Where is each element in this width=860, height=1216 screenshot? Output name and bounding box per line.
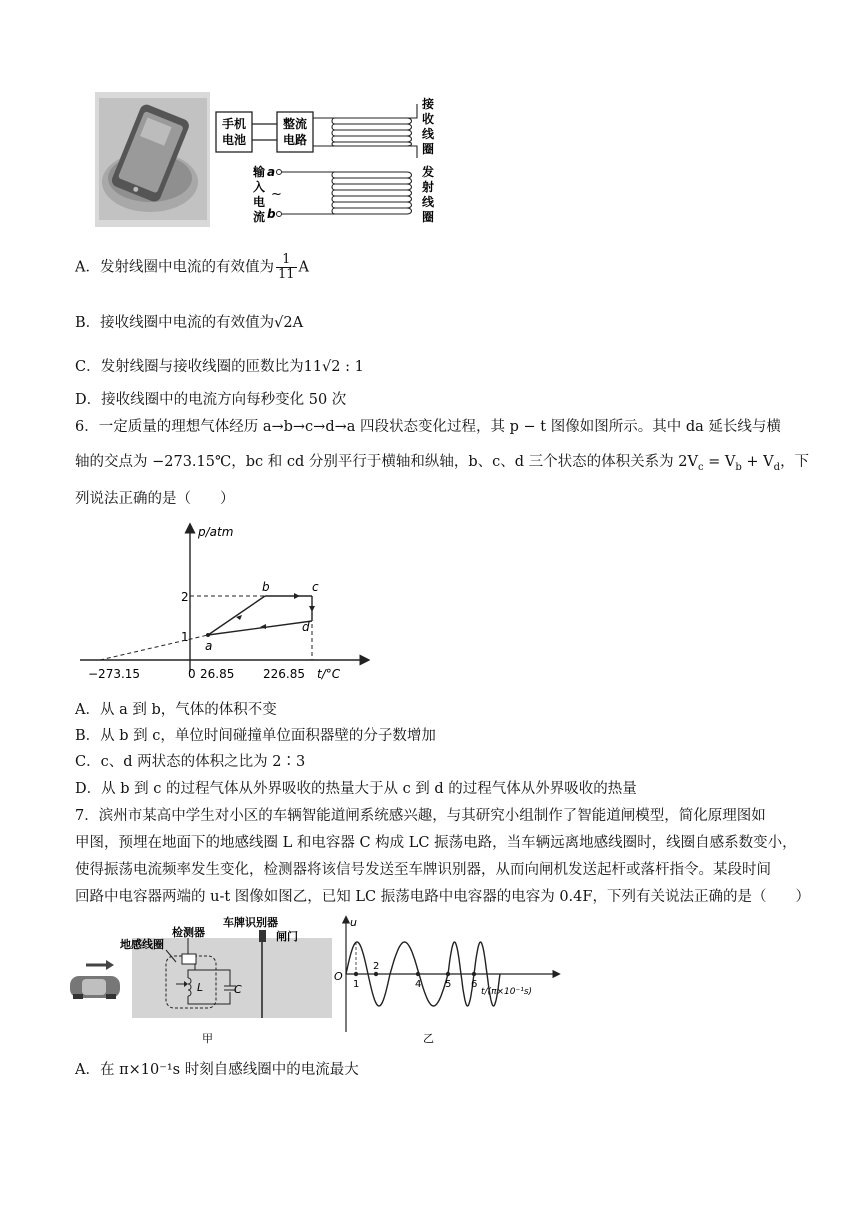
svg-text:电路: 电路 <box>282 133 308 147</box>
p-t-ylabel: p/atm <box>198 525 234 539</box>
svg-text:线: 线 <box>421 195 435 209</box>
svg-text:u: u <box>350 916 357 929</box>
q5-option-d: D．接收线圈中的电流方向每秒变化 50 次 <box>75 392 347 408</box>
car-icon <box>70 976 120 999</box>
q6-option-d: D．从 b 到 c 的过程气体从外界吸收的热量大于从 c 到 d 的过程气体从外界吸收的热量 <box>75 781 637 797</box>
figure-yi-label: 乙 <box>423 1032 434 1045</box>
u-t-graph <box>318 914 563 1046</box>
svg-text:收: 收 <box>421 112 435 126</box>
point-d: d <box>302 620 310 634</box>
battery-label-2: 电池 <box>221 133 247 147</box>
svg-text:发: 发 <box>421 165 435 179</box>
p-t-graph <box>80 522 370 684</box>
q6-stem-line1: 6．一定质量的理想气体经历 a→b→c→d→a 四段状态变化过程，其 p − t 图像如图所示。其中 da 延长线与横 <box>75 419 781 435</box>
tick-label-5: 5 <box>445 979 452 990</box>
svg-text:电: 电 <box>253 195 266 209</box>
q5-option-b: B．接收线圈中电流的有效值为√2A <box>75 315 304 331</box>
svg-text:C: C <box>234 983 242 996</box>
q7-stem-line1: 7．滨州市某高中学生对小区的车辆智能道闸系统感兴趣，与其研究小组制作了智能道闸模型，简化原理图如 <box>75 808 766 824</box>
y-tick-2: 2 <box>181 590 189 604</box>
tick-label-6: 6 <box>471 979 478 990</box>
svg-text:车牌识别器: 车牌识别器 <box>223 916 278 929</box>
x-tick-neg: −273.15 <box>88 667 141 681</box>
y-tick-1: 1 <box>181 630 189 644</box>
point-c: c <box>312 580 319 594</box>
svg-text:L: L <box>197 981 204 994</box>
figure-jia-label: 甲 <box>202 1032 213 1045</box>
q6-option-c: C．c、d 两状态的体积之比为 2∶3 <box>75 754 306 770</box>
svg-text:a: a <box>267 165 276 179</box>
tick-label-2: 2 <box>373 961 380 972</box>
svg-text:t/(π×10⁻¹s): t/(π×10⁻¹s) <box>481 987 533 997</box>
svg-text:线: 线 <box>421 127 435 141</box>
tick-dot-5 <box>446 972 450 976</box>
q7-stem-line4: 回路中电容器两端的 u-t 图像如图乙，已知 LC 振荡电路中电容器的电容为 0.4F，下列有关说法正确的是（ ） <box>75 889 810 905</box>
q6-stem-line3: 列说法正确的是（ ） <box>75 491 235 507</box>
wireless-charging-figure <box>95 92 440 232</box>
svg-text:闸门: 闸门 <box>276 930 298 943</box>
q6-option-a: A．从 a 到 b，气体的体积不变 <box>75 702 277 718</box>
svg-text:b: b <box>267 207 276 221</box>
svg-text:射: 射 <box>421 180 435 194</box>
q6-stem-line2: 轴的交点为 −273.15℃，bc 和 cd 分别平行于横轴和纵轴，b、c、d 三个状态的体积关系为 $2V_c = V_b + V_d$，下 <box>75 454 810 473</box>
point-a: a <box>205 639 213 653</box>
svg-text:接: 接 <box>421 97 435 111</box>
q7-stem-line2: 甲图，预埋在地面下的地感线圈 L 和电容器 C 构成 LC 振荡电路，当车辆远离地感线圈时，线圈自感系数变小， <box>75 835 797 851</box>
tick-dot-4 <box>416 972 420 976</box>
x-tick-22685: 226.85 <box>263 667 305 681</box>
q5-option-c: C．发射线圈与接收线圈的匝数比为11√2 : 1 <box>75 359 364 375</box>
svg-text:O: O <box>334 970 343 983</box>
q7-option-a: A．在 π×10⁻¹s 时刻自感线圈中的电流最大 <box>75 1062 359 1078</box>
q7-stem-line3: 使得振荡电流频率发生变化，检测器将该信号发送至车牌识别器，从而向闸机发送起杆或落杆指令。某段时间 <box>75 862 771 878</box>
svg-text:检测器: 检测器 <box>172 926 205 939</box>
x-tick-0: 0 <box>188 667 196 681</box>
tick-dot-6 <box>472 972 476 976</box>
tick-label-1: 1 <box>353 979 360 990</box>
p-t-xlabel: t/°C <box>317 667 341 681</box>
q5-option-a: A．发射线圈中电流的有效值为 $\frac{1}{11}$ A <box>75 252 310 282</box>
svg-text:圈: 圈 <box>421 142 435 156</box>
tick-dot-2 <box>374 972 378 976</box>
svg-text:地感线圈: 地感线圈 <box>120 938 164 951</box>
svg-text:圈: 圈 <box>421 210 435 224</box>
svg-text:输: 输 <box>253 165 266 179</box>
x-tick-2685: 26.85 <box>200 667 235 681</box>
tick-label-4: 4 <box>415 979 422 990</box>
point-b: b <box>262 580 270 594</box>
svg-text:~: ~ <box>271 187 282 202</box>
svg-text:入: 入 <box>253 180 266 194</box>
svg-text:整流: 整流 <box>282 117 308 131</box>
q6-option-b: B．从 b 到 c，单位时间碰撞单位面积器壁的分子数增加 <box>75 728 436 744</box>
battery-label-1: 手机 <box>221 117 247 131</box>
tick-dot-1 <box>354 972 358 976</box>
svg-text:流: 流 <box>253 210 266 224</box>
gate-circuit-figure <box>70 914 340 1046</box>
